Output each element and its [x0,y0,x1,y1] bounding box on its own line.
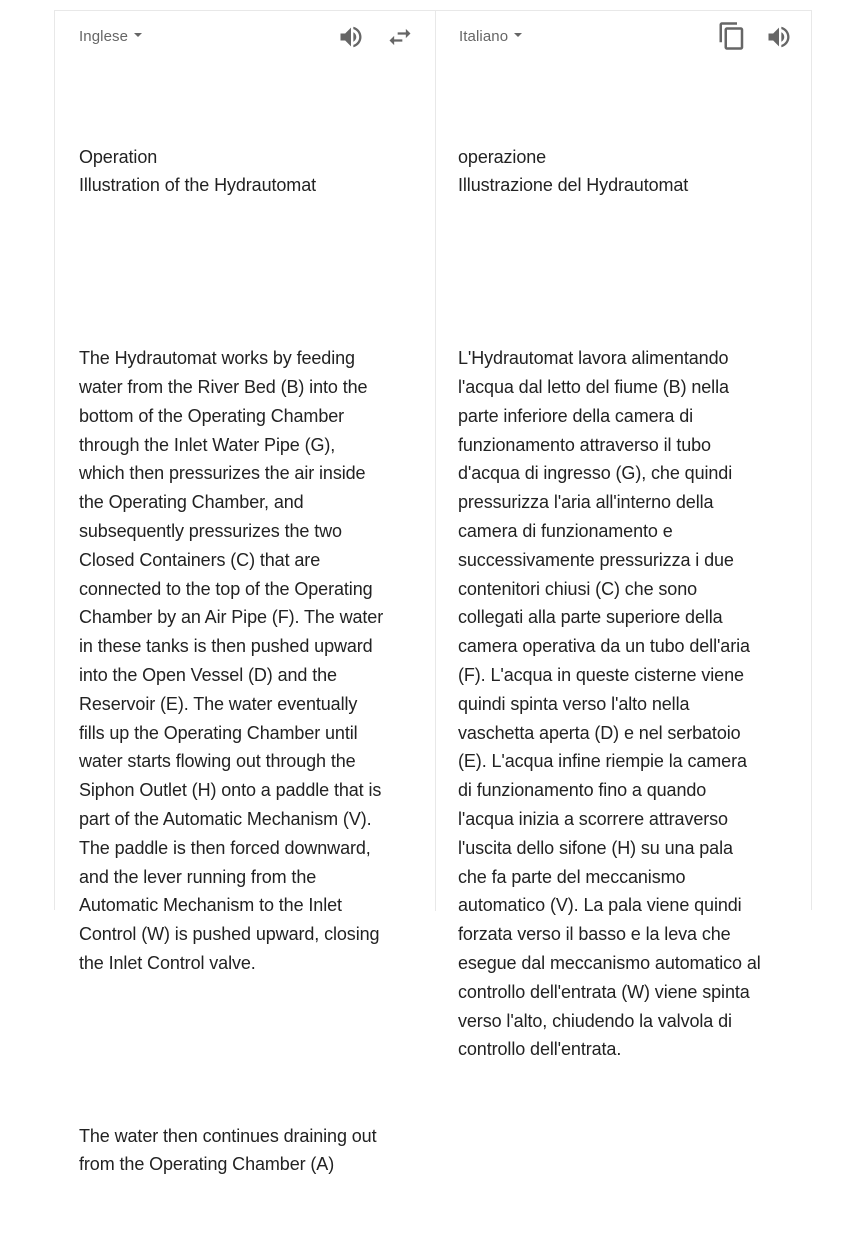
pane-divider [435,11,436,911]
source-text[interactable] [79,85,419,1237]
target-paragraph: L'Hydrautomat lavora alimentando l'acqua dal letto del fiume (B) nella parte inferiore della camera di funzionamento attraverso il tubo d'acqua di ingresso (G), che quindi pressurizza l'aria all'interno della camera di funzionamento e successivamente pressurizza i due contenitori chiusi (C) che sono collegati alla parte superiore della camera operativa da un tubo dell'aria (F). L'acqua in queste cisterne viene quindi spinta verso l'alto nella vaschetta aperta (D) e nel serbatoio (E). L'acqua infine riempie la camera di funzionamento fino a quando l'acqua inizia a scorrere attraverso l'uscita dello sifone (H) su una pala che fa parte del meccanismo automatico (V). La pala viene quindi forzata verso il basso e la leva che esegue dal meccanismo automatico al controllo dell'entrata (W) viene spinta verso l'alto, chiudendo la valvola di controllo dell'entrata. [458,348,761,1060]
source-language-selector[interactable] [79,28,142,45]
target-language-selector[interactable] [459,28,522,45]
source-paragraph: The Hydrautomat works by feeding water from the River Bed (B) into the bottom of the Operating Chamber through the Inlet Water Pipe (G), which then pressurizes the air inside the Operating Chamber, and subsequently pressurizes the two Closed Containers (C) that are connected to the top of the Operating Chamber by an Air Pipe (F). The water in these tanks is then pushed upward into the Open Vessel (D) and the Reservoir (E). The water eventually fills up the Operating Chamber until water starts flowing out through the Siphon Outlet (H) onto a paddle that is part of the Automatic Mechanism (V). The paddle is then forced downward, and the lever running from the Automatic Mechanism to the Inlet Control (W) is pushed upward, closing the Inlet Control valve. [79,348,384,973]
copy-translation-button[interactable] [717,21,747,51]
target-paragraph: operazione Illustrazione del Hydrautomat [458,146,689,196]
translation-card [54,10,812,1175]
source-language-label: Inglese [79,28,129,45]
target-text [458,85,798,1122]
source-listen-button[interactable] [337,23,365,51]
target-language-label: Italiano [459,28,509,45]
target-header [436,11,815,63]
caret-down-icon [134,33,142,37]
target-pane [436,11,815,1060]
speaker-icon [337,23,365,51]
caret-down-icon [514,33,522,37]
speaker-icon [765,23,793,51]
swap-icon [386,23,414,51]
source-paragraph: Operation Illustration of the Hydrautomat [79,146,317,196]
copy-icon [717,21,747,51]
source-pane [55,11,434,1175]
swap-languages-button[interactable] [386,23,414,51]
source-header [55,11,434,63]
source-paragraph: The water then continues draining out from the Operating Chamber (A) [79,1125,377,1175]
target-listen-button[interactable] [765,23,793,51]
